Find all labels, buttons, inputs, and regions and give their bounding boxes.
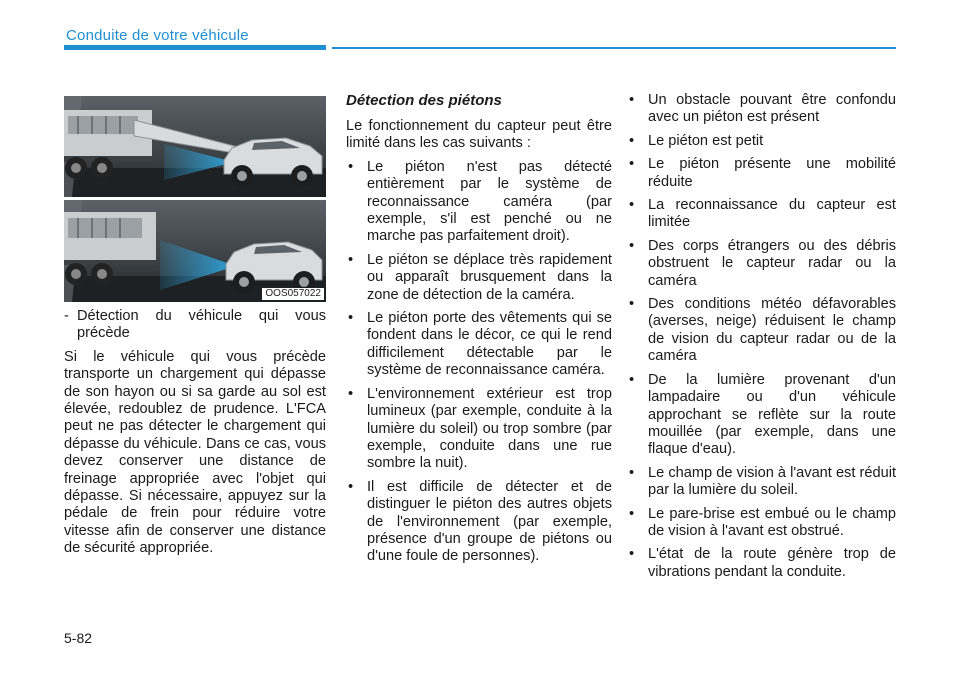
header-rule — [332, 47, 896, 49]
dash-marker: - — [64, 308, 69, 324]
list-item — [346, 479, 612, 566]
sensor-limitations-list — [627, 92, 896, 581]
list-item-text: Le piéton porte des vêtements qui se fondent dans le décor, ce qui le rend difficilement détectable par le système de reconnaissance caméra. — [367, 310, 612, 379]
list-item — [627, 156, 896, 191]
list-item — [627, 296, 896, 366]
list-item-text: Le piéton présente une mobilité réduite — [648, 156, 896, 190]
list-item — [627, 92, 896, 127]
list-item-text: De la lumière provenant d'un lampadaire ou d'un véhicule approchant se reflète sur la route mouillée (par exemple, dans une flaque d'eau). — [648, 371, 896, 458]
body-paragraph: Si le véhicule qui vous précède transporte un chargement qui dépasse de son hayon ou si sa garde au sol est élevée, redoublez de prudence. L'FCA peut ne pas détecter le chargement qui dépasse du véhicule. Dans ce cas, vous devez conserver une distance de freinage appropriée avec l'objet qui dépasse. Si nécessaire, appuyez sur la pédale de frein pour réduire votre vitesse afin de conserver une distance de sécurité appropriée. — [64, 348, 326, 557]
list-item — [627, 546, 896, 581]
illustration-high-clearance-detection — [64, 200, 326, 302]
bullet-icon: • — [629, 464, 635, 481]
illustration-truck-load-detection — [64, 96, 326, 197]
bullet-icon: • — [348, 385, 354, 402]
bullet-icon: • — [629, 505, 635, 522]
list-item — [346, 310, 612, 380]
right-column — [627, 92, 896, 587]
list-item-text: Le piéton est petit — [648, 132, 764, 149]
list-item — [627, 197, 896, 232]
section-title: Conduite de votre véhicule — [66, 27, 249, 44]
list-item-text: L'état de la route génère trop de vibrations pendant la conduite. — [648, 546, 896, 580]
bullet-icon: • — [348, 310, 354, 327]
bullet-icon: • — [629, 92, 635, 108]
bullet-icon: • — [629, 237, 635, 254]
bullet-icon: • — [348, 158, 354, 175]
list-item-text: L'environnement extérieur est trop lumineux (par exemple, conduite à la lumière du soleil) ou trop sombre (par exemple, conduite dans une rue sombre la nuit). — [367, 385, 612, 472]
list-item-text: La reconnaissance du capteur est limitée — [648, 197, 896, 231]
bullet-icon: • — [629, 546, 635, 563]
bullet-icon: • — [348, 251, 354, 268]
subsection-title: Détection des piétons — [346, 92, 502, 109]
list-item — [346, 386, 612, 473]
left-column — [64, 308, 326, 564]
list-item — [627, 372, 896, 459]
list-item-text: Des conditions météo défavorables (averses, neige) réduisent le champ de vision du capteur radar ou de la caméra — [648, 296, 896, 365]
illustration-svg-2 — [64, 200, 326, 302]
middle-column — [346, 92, 612, 572]
bullet-icon: • — [629, 296, 635, 313]
page-number: 5-82 — [64, 630, 93, 646]
bullet-icon: • — [629, 197, 635, 214]
figure-code: OOS057022 — [262, 288, 324, 300]
list-item-text: Le champ de vision à l'avant est réduit par la lumière du soleil. — [648, 464, 896, 499]
header-accent-bar — [64, 45, 326, 50]
pedestrian-limitations-list — [346, 159, 612, 566]
list-item-text: Le piéton n'est pas détecté entièrement par le système de reconnaissance caméra (par exemple, s'il est penché ou ne marche pas parfaitement droit). — [367, 158, 612, 245]
list-item — [627, 133, 896, 150]
list-item-text: Le pare-brise est embué ou le champ de vision à l'avant est obstrué. — [648, 505, 896, 539]
list-item — [627, 506, 896, 541]
list-item — [627, 238, 896, 290]
dash-list-item — [64, 308, 326, 343]
list-item-text: Le piéton se déplace très rapidement ou apparaît brusquement dans la zone de détection de la caméra. — [367, 251, 612, 303]
list-item-text: Des corps étrangers ou des débris obstruent le capteur radar ou la caméra — [648, 237, 896, 289]
dash-item-text: Détection du véhicule qui vous précède — [77, 308, 326, 342]
list-item-text: Il est difficile de détecter et de distinguer le piéton des autres objets de l'environnement (par exemple, présence d'un groupe de piétons ou d'une foule de personnes). — [367, 478, 612, 565]
list-item — [627, 465, 896, 500]
illustration-svg-1 — [64, 96, 326, 197]
bullet-icon: • — [348, 478, 354, 495]
list-item — [346, 159, 612, 246]
bullet-icon: • — [629, 156, 635, 173]
bullet-icon: • — [629, 371, 635, 388]
intro-paragraph: Le fonctionnement du capteur peut être limité dans les cas suivants : — [346, 118, 612, 152]
list-item-text: Un obstacle pouvant être confondu avec un piéton est présent — [648, 92, 896, 126]
list-item — [346, 252, 612, 304]
bullet-icon: • — [629, 132, 635, 149]
